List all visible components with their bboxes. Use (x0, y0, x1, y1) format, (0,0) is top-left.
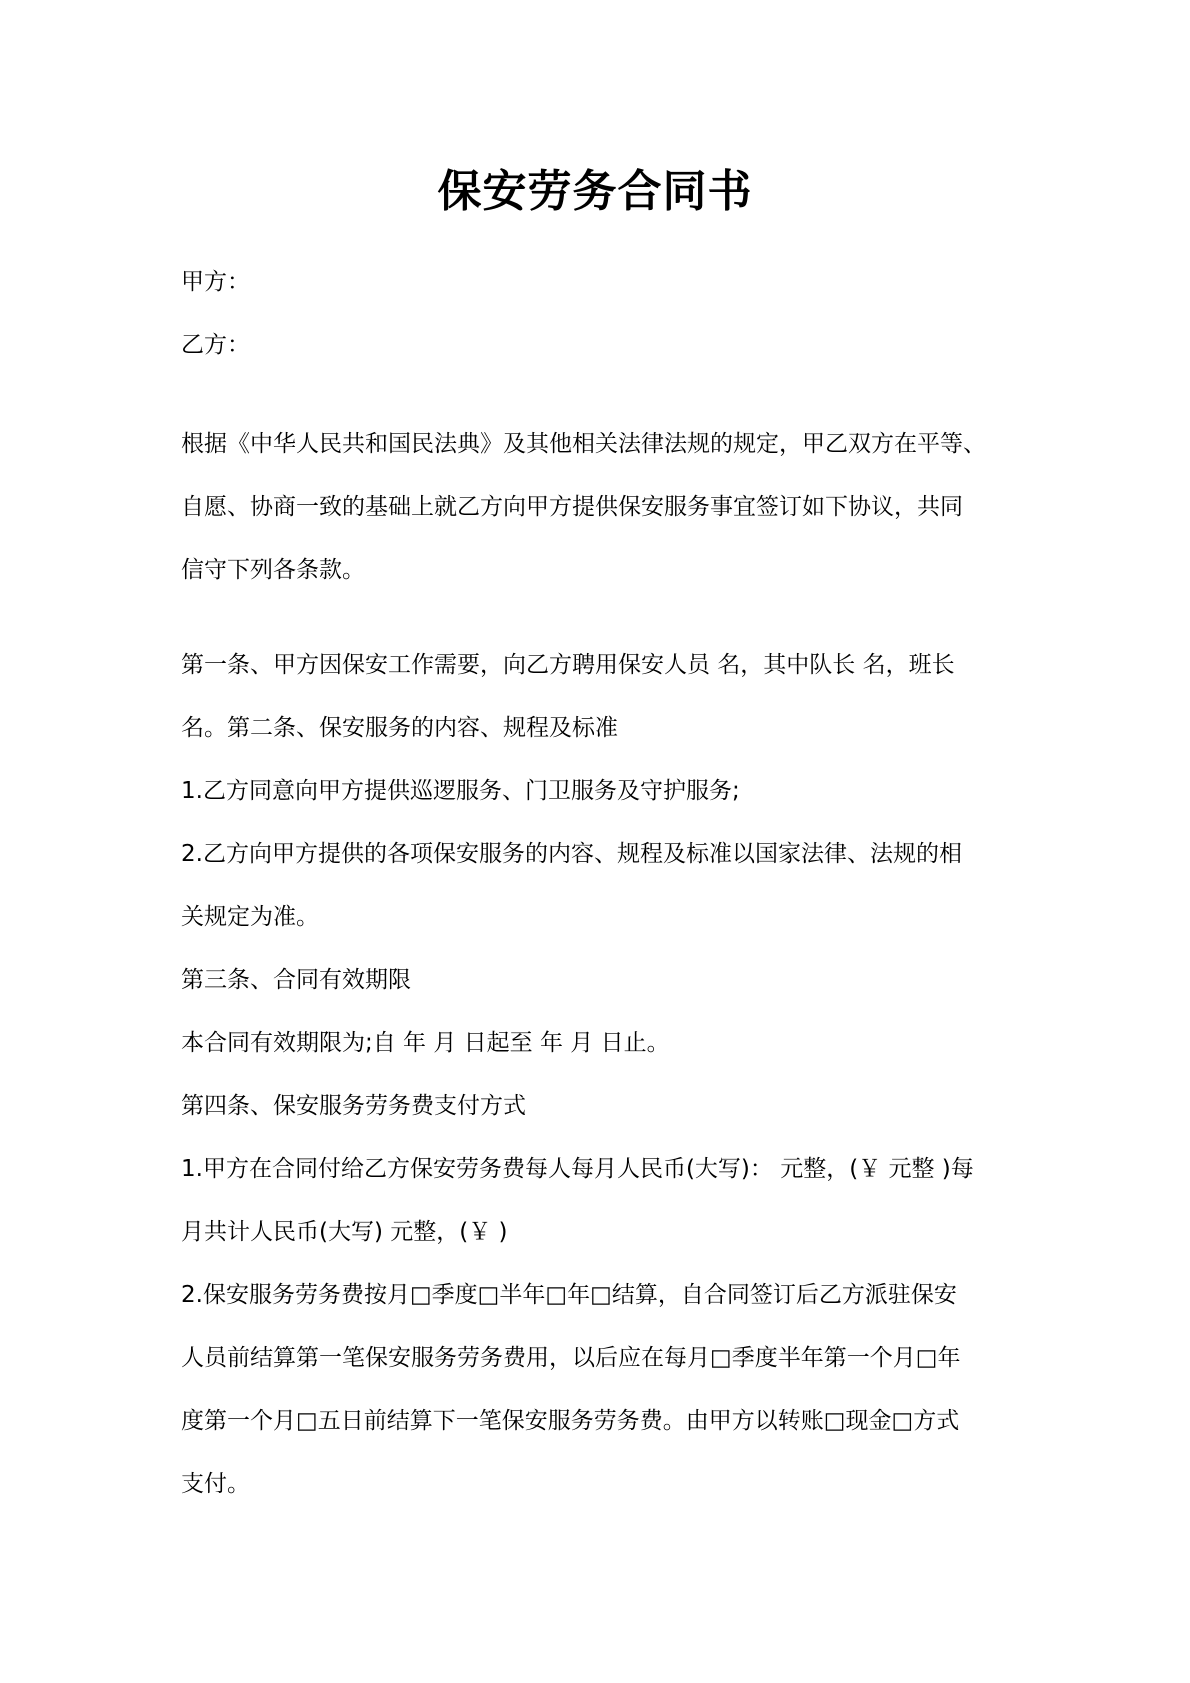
party-a-line: 甲方： (181, 269, 250, 295)
article-4-item-2-line-2: 人员前结算第一笔保安服务劳务费用，以后应在每月□季度半年第一个月□年 (181, 1345, 961, 1371)
article-1-line-2: 名。第二条、保安服务的内容、规程及标准 (181, 715, 618, 741)
article-1-line-1: 第一条、甲方因保安工作需要，向乙方聘用保安人员 名，其中队长 名，班长 (181, 652, 955, 678)
preamble-line-1: 根据《中华人民共和国民法典》及其他相关法律法规的规定，甲乙双方在平等、 (181, 431, 986, 457)
article-4-heading: 第四条、保安服务劳务费支付方式 (181, 1093, 526, 1119)
article-3-body: 本合同有效期限为;自 年 月 日起至 年 月 日止。 (181, 1030, 670, 1056)
article-2-item-1: 1.乙方同意向甲方提供巡逻服务、门卫服务及守护服务; (181, 778, 740, 804)
article-3-heading: 第三条、合同有效期限 (181, 967, 411, 993)
article-4-item-2-line-3: 度第一个月□五日前结算下一笔保安服务劳务费。由甲方以转账□现金□方式 (181, 1408, 960, 1434)
article-2-item-2-line-2: 关规定为准。 (181, 904, 319, 930)
preamble-line-3: 信守下列各条款。 (181, 557, 365, 583)
preamble-line-2: 自愿、协商一致的基础上就乙方向甲方提供保安服务事宜签订如下协议，共同 (181, 494, 963, 520)
article-2-item-2-line-1: 2.乙方向甲方提供的各项保安服务的内容、规程及标准以国家法律、法规的相 (181, 841, 962, 867)
article-4-item-1-line-2: 月共计人民币(大写) 元整，(￥ ) (181, 1219, 508, 1245)
article-4-item-2-line-1: 2.保安服务劳务费按月□季度□半年□年□结算，自合同签订后乙方派驻保安 (181, 1282, 957, 1308)
article-4-item-1-line-1: 1.甲方在合同付给乙方保安劳务费每人每月人民币(大写)： 元整，(￥ 元整 )每 (181, 1156, 974, 1182)
document-title: 保安劳务合同书 (437, 166, 753, 217)
article-4-item-2-line-4: 支付。 (181, 1471, 250, 1497)
party-b-line: 乙方： (181, 332, 250, 358)
